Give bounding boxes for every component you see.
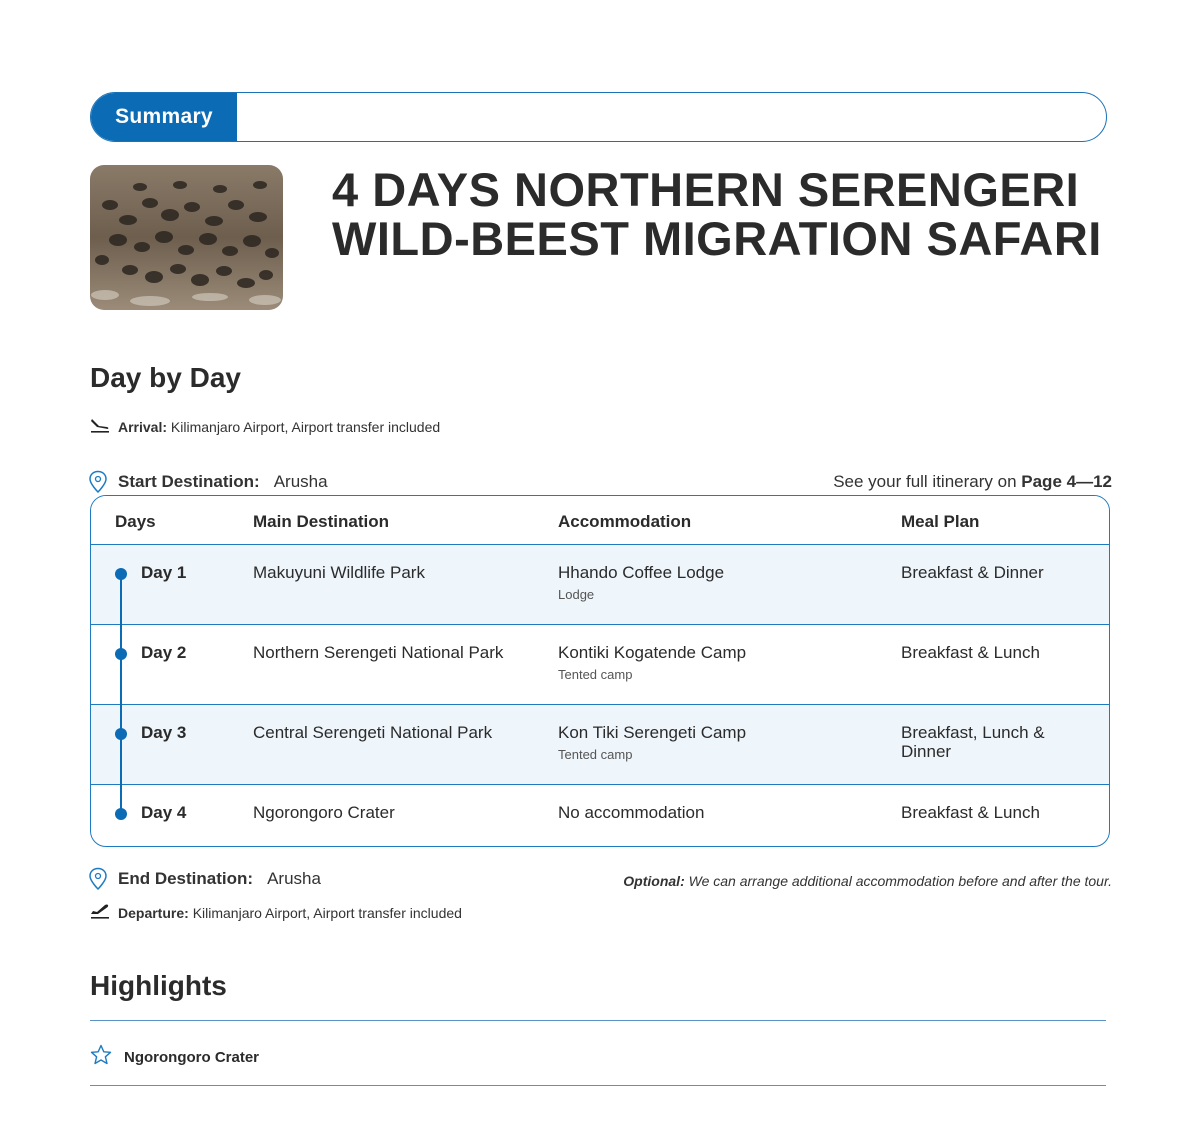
optional-note: [623, 873, 1112, 889]
divider: [90, 1085, 1106, 1086]
itinerary-note: See your full itinerary on Page 4—12: [833, 472, 1112, 491]
row-destination: Central Serengeti National Park: [253, 723, 493, 742]
col-accommodation: Accommodation: [558, 512, 692, 531]
row-meal: Breakfast & Lunch: [901, 643, 1040, 662]
start-destination: [88, 470, 328, 494]
highlights-heading: Highlights: [90, 970, 227, 1001]
departure-label: Departure:: [118, 904, 189, 921]
row-accommodation-type: Tented camp: [558, 747, 633, 762]
optional-label: Optional:: [623, 873, 685, 889]
optional-text: We can arrange additional accommodation before and after the tour.: [688, 873, 1112, 889]
plane-landing-icon: [90, 416, 110, 437]
row-destination: Northern Serengeti National Park: [253, 643, 504, 662]
row-destination: Makuyuni Wildlife Park: [253, 563, 425, 582]
col-days: Days: [115, 512, 156, 531]
row-accommodation: Kontiki Kogatende Camp Tented camp: [558, 643, 747, 682]
divider: [90, 1020, 1106, 1021]
end-label: End Destination:: [118, 869, 254, 888]
arrival-line: [90, 416, 440, 437]
day-by-day-heading: Day by Day: [90, 362, 241, 393]
row-accommodation: Kon Tiki Serengeti Camp Tented camp: [558, 723, 747, 762]
table-header: [91, 496, 1109, 545]
row-destination: Ngorongoro Crater: [253, 803, 395, 822]
departure-value: Kilimanjaro Airport, Airport transfer included: [192, 904, 462, 921]
col-meal-plan: Meal Plan: [901, 512, 980, 531]
table-row: [91, 625, 1109, 705]
summary-tab[interactable]: Summary: [91, 93, 237, 141]
timeline-line: [120, 574, 122, 814]
row-accommodation: Hhando Coffee Lodge Lodge: [558, 563, 725, 602]
row-day: Day 1: [141, 563, 187, 582]
table-row: [91, 545, 1109, 625]
wildebeest-photo: [90, 165, 283, 310]
end-destination: [88, 867, 321, 891]
row-meal: Breakfast & Lunch: [901, 803, 1040, 822]
tour-title: 4 DAYS NORTHERN SERENGERI WILD-BEEST MIGRATION SAFARI: [332, 163, 1102, 265]
row-meal: Breakfast & Dinner: [901, 563, 1044, 582]
departure-line: [90, 902, 462, 923]
end-value: Arusha: [267, 869, 321, 888]
row-day: Day 2: [141, 643, 187, 662]
map-pin-icon: [88, 470, 108, 494]
itinerary-pages[interactable]: Page 4—12: [1021, 472, 1112, 491]
map-pin-icon: [88, 867, 108, 891]
plane-departure-icon: [90, 902, 110, 923]
start-label: Start Destination:: [118, 472, 260, 491]
star-icon: [90, 1044, 112, 1070]
row-meal: Breakfast, Lunch & Dinner: [901, 723, 1045, 761]
table-row: [91, 785, 1109, 847]
col-destination: Main Destination: [253, 512, 390, 531]
row-day: Day 3: [141, 723, 187, 742]
highlight-label: Ngorongoro Crater: [124, 1048, 259, 1066]
itinerary-table: [90, 495, 1110, 847]
row-accommodation: No accommodation: [558, 803, 705, 822]
row-accommodation-type: Lodge: [558, 587, 595, 602]
arrival-label: Arrival:: [118, 418, 168, 435]
table-row: [91, 705, 1109, 785]
summary-bar: [90, 92, 1107, 142]
start-value: Arusha: [273, 472, 328, 491]
arrival-value: Kilimanjaro Airport, Airport transfer included: [170, 418, 441, 435]
row-day: Day 4: [141, 803, 187, 822]
row-accommodation-type: Tented camp: [558, 667, 633, 682]
highlight-item: [90, 1044, 259, 1070]
